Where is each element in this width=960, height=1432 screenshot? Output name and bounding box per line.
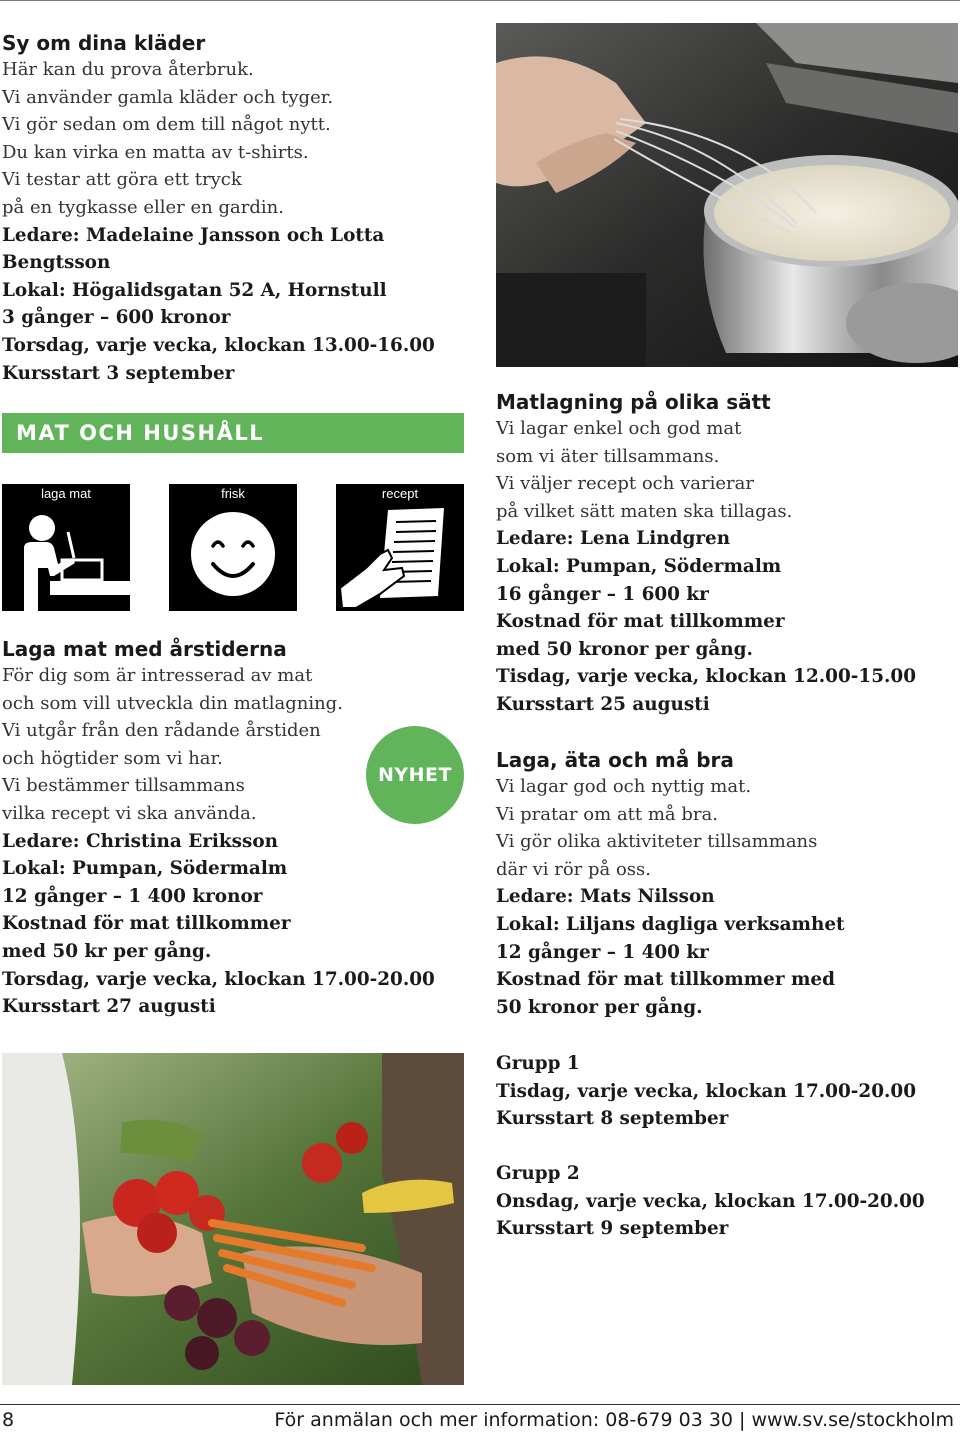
pictogram-recept: [336, 484, 464, 611]
group-title: Grupp 2: [496, 1163, 580, 1184]
course-matlagning-pa-olika-satt: [496, 389, 958, 719]
course-title: Sy om dina kläder: [2, 31, 206, 55]
pictogram-laga-mat: [2, 484, 130, 611]
pictogram-frisk: [169, 484, 297, 611]
course-title: Matlagning på olika sätt: [496, 390, 771, 414]
course-leader: Ledare: Lena Lindgren: [496, 528, 731, 550]
description-line: på en tygkasse eller en gardin.: [2, 196, 284, 218]
description-line: Vi lagar enkel och god mat: [496, 418, 742, 439]
pictogram-label: recept: [381, 486, 419, 501]
description-line: Vi väljer recept och varierar: [496, 473, 754, 495]
course-extra-cost-cont: med 50 kr per gång.: [2, 940, 212, 962]
course-start: Kursstart 27 augusti: [2, 996, 216, 1018]
course-start: Kursstart 3 september: [2, 362, 235, 384]
course-start: Kursstart 25 augusti: [496, 693, 710, 715]
course-schedule: Tisdag, varje vecka, klockan 12.00-15.00: [496, 666, 916, 688]
description-line: Vi testar att göra ett tryck: [2, 169, 242, 191]
group-start: Kursstart 8 september: [496, 1108, 729, 1130]
course-price: 3 gånger – 600 kronor: [2, 307, 231, 329]
description-line: och som vill utveckla din matlagning.: [2, 692, 343, 714]
course-leader-cont: Bengtsson: [2, 252, 111, 274]
vegetables-photo: [2, 1053, 464, 1385]
description-line: Vi lagar god och nyttig mat.: [496, 776, 752, 797]
smiley-face-icon: [169, 484, 297, 611]
course-leader: Ledare: Christina Eriksson: [2, 830, 278, 852]
course-sy-om-dina-klader: [2, 30, 464, 387]
course-schedule: Torsdag, varje vecka, klockan 13.00-16.00: [2, 334, 435, 356]
contact-info: För anmälan och mer information: 08-679 03 30 | www.sv.se/stockholm: [274, 1409, 954, 1431]
course-venue: Lokal: Pumpan, Södermalm: [2, 858, 288, 880]
description-line: Vi gör olika aktiviteter tillsammans: [496, 831, 818, 853]
course-extra-cost: Kostnad för mat tillkommer: [496, 611, 785, 633]
group-title: Grupp 1: [496, 1053, 580, 1074]
description-line: vilka recept vi ska använda.: [2, 802, 257, 824]
description-line: och högtider som vi har.: [2, 747, 223, 769]
description-line: Vi bestämmer tillsammans: [2, 775, 245, 797]
course-title: Laga, äta och må bra: [496, 748, 734, 772]
group-schedule: Onsdag, varje vecka, klockan 17.00-20.00: [496, 1190, 925, 1212]
description-line: där vi rör på oss.: [496, 858, 652, 880]
course-leader: Ledare: Mats Nilsson: [496, 886, 715, 908]
course-price: 16 gånger – 1 600 kr: [496, 583, 709, 605]
group-start: Kursstart 9 september: [496, 1218, 729, 1240]
course-laga-mat-med-arstiderna: [2, 636, 464, 1021]
course-extra-cost: Kostnad för mat tillkommer med: [496, 969, 835, 991]
page-footer: [0, 1408, 960, 1432]
course-laga-ata-och-ma-bra: [496, 747, 958, 1021]
course-title: Laga mat med årstiderna: [2, 637, 287, 661]
group-1-info: [496, 1050, 958, 1133]
group-2-info: [496, 1160, 958, 1243]
course-schedule: Torsdag, varje vecka, klockan 17.00-20.00: [2, 968, 435, 990]
course-extra-cost-cont: med 50 kronor per gång.: [496, 638, 753, 660]
top-rule: [0, 0, 960, 1]
description-line: För dig som är intresserad av mat: [2, 665, 313, 686]
cooking-person-icon: [2, 484, 130, 611]
course-extra-cost-cont: 50 kronor per gång.: [496, 996, 703, 1018]
page-number: 8: [2, 1409, 15, 1431]
description-line: som vi äter tillsammans.: [496, 445, 720, 467]
description-line: på vilket sätt maten ska tillagas.: [496, 500, 793, 522]
pictogram-label: frisk: [221, 486, 245, 501]
description-line: Här kan du prova återbruk.: [2, 59, 254, 80]
course-venue: Lokal: Högalidsgatan 52 A, Hornstull: [2, 279, 387, 301]
course-leader: Ledare: Madelaine Jansson och Lotta: [2, 224, 385, 246]
description-line: Du kan virka en matta av t-shirts.: [2, 141, 309, 163]
description-line: Vi gör sedan om dem till något nytt.: [2, 114, 331, 136]
course-venue: Lokal: Pumpan, Södermalm: [496, 555, 782, 577]
footer-rule: [0, 1404, 960, 1405]
description-line: Vi pratar om att må bra.: [496, 803, 718, 825]
recipe-hand-icon: [336, 484, 464, 611]
pictogram-label: laga mat: [41, 486, 91, 501]
section-heading-mat-och-hushall: MAT OCH HUSHÅLL: [2, 413, 464, 453]
description-line: Vi använder gamla kläder och tyger.: [2, 86, 334, 108]
description-line: Vi utgår från den rådande årstiden: [2, 720, 321, 742]
course-price: 12 gånger – 1 400 kronor: [2, 885, 263, 907]
sauce-pan-whisk-image: [496, 23, 958, 367]
course-extra-cost: Kostnad för mat tillkommer: [2, 913, 291, 935]
course-price: 12 gånger – 1 400 kr: [496, 941, 709, 963]
cooking-photo: [496, 23, 958, 367]
course-venue: Lokal: Liljans dagliga verksamhet: [496, 913, 845, 935]
group-schedule: Tisdag, varje vecka, klockan 17.00-20.00: [496, 1080, 916, 1102]
vegetables-hands-image: [2, 1053, 464, 1385]
nyhet-badge: NYHET: [366, 726, 464, 824]
